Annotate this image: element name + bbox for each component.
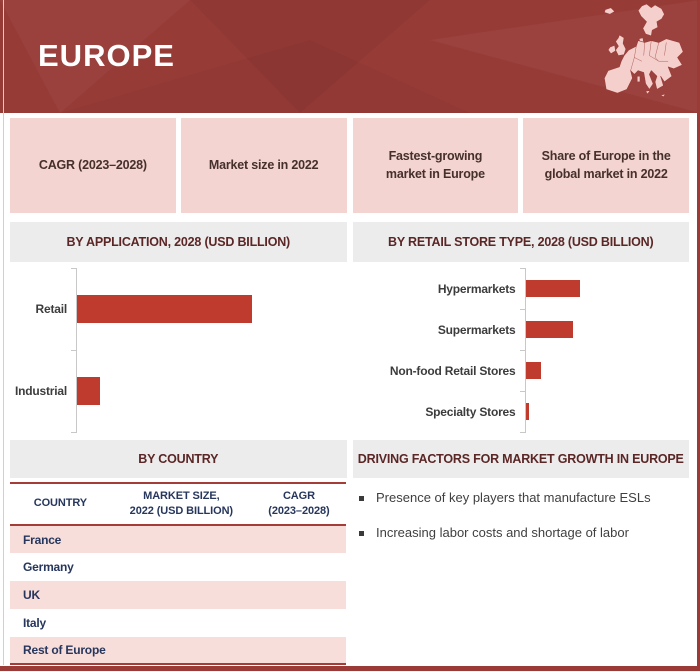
country-table-body [10, 526, 346, 665]
section-title-by-application: BY APPLICATION, 2028 (USD BILLION) [10, 222, 347, 262]
table-row [10, 526, 346, 554]
section-title-by-country: BY COUNTRY [10, 440, 347, 478]
section-title-by-retail-store-type: BY RETAIL STORE TYPE, 2028 (USD BILLION) [353, 222, 690, 262]
chart-row [353, 391, 690, 432]
column-header-line: CAGR [282, 490, 315, 502]
category-label: Specialty Stores [425, 404, 516, 419]
driving-factors-panel [352, 490, 689, 561]
page-left-border [3, 0, 4, 665]
bar-track [76, 350, 347, 432]
metric-box-share: Share of Europe in the global market in 2022 [523, 118, 689, 213]
metric-boxes-left [10, 118, 347, 213]
bar-track [525, 350, 690, 391]
section-title-driving-factors: DRIVING FACTORS FOR MARKET GROWTH IN EUROPE [353, 440, 690, 478]
bar [526, 321, 573, 338]
by-application-bar-chart [10, 268, 347, 432]
chart-row [353, 309, 690, 350]
bar [526, 280, 581, 297]
page-bottom-border [0, 666, 700, 671]
chart-row [353, 350, 690, 391]
chart-section-headers [10, 222, 689, 262]
category-label: Non-food Retail Stores [389, 363, 516, 378]
country-table [10, 482, 346, 665]
country-cell: Rest of Europe [23, 642, 106, 657]
bar [526, 403, 529, 420]
chart-row [10, 350, 347, 432]
metric-box-market-size: Market size in 2022 [181, 118, 347, 213]
table-row [10, 637, 346, 665]
column-header-line: MARKET SIZE, [143, 490, 220, 502]
country-table-header [10, 482, 346, 526]
column-header [10, 496, 111, 511]
driving-factors-list [352, 490, 689, 542]
bottom-section-headers [10, 440, 689, 478]
category-label: Retail [35, 302, 67, 316]
page-title: EUROPE [38, 38, 175, 73]
metric-box-fastest-growing: Fastest-growing market in Europe [353, 118, 519, 213]
column-header [252, 489, 346, 519]
charts-row [10, 268, 689, 432]
country-cell: Italy [23, 615, 47, 630]
column-header-line: 2022 (USD BILLION) [129, 504, 234, 517]
chart-row [10, 268, 347, 350]
category-label: Supermarkets [437, 322, 516, 337]
bar [77, 295, 252, 323]
table-row [10, 609, 346, 637]
bar-track [76, 268, 347, 350]
category-label: Industrial [14, 384, 67, 398]
driving-factor-item: Increasing labor costs and shortage of labor [352, 525, 689, 541]
country-cell: Germany [23, 560, 74, 575]
country-cell: France [23, 532, 62, 547]
driving-factor-item: Presence of key players that manufacture ESLs [352, 490, 689, 506]
column-header [111, 489, 252, 519]
by-retail-store-type-bar-chart [353, 268, 690, 432]
metric-boxes-row [10, 118, 689, 213]
metric-box-cagr: CAGR (2023–2028) [10, 118, 176, 213]
column-header-line: (2023–2028) [268, 504, 330, 517]
table-row [10, 581, 346, 609]
bar [77, 377, 100, 405]
bar-track [525, 391, 690, 432]
table-row [10, 553, 346, 581]
category-label: Hypermarkets [437, 281, 516, 296]
chart-row [353, 268, 690, 309]
column-header-line: COUNTRY [33, 497, 88, 510]
bar-track [525, 309, 690, 350]
bar [526, 362, 541, 379]
header-banner [0, 0, 700, 113]
bar-track [525, 268, 690, 309]
metric-boxes-right [353, 118, 690, 213]
country-cell: UK [23, 588, 40, 603]
europe-map-icon [592, 3, 688, 111]
